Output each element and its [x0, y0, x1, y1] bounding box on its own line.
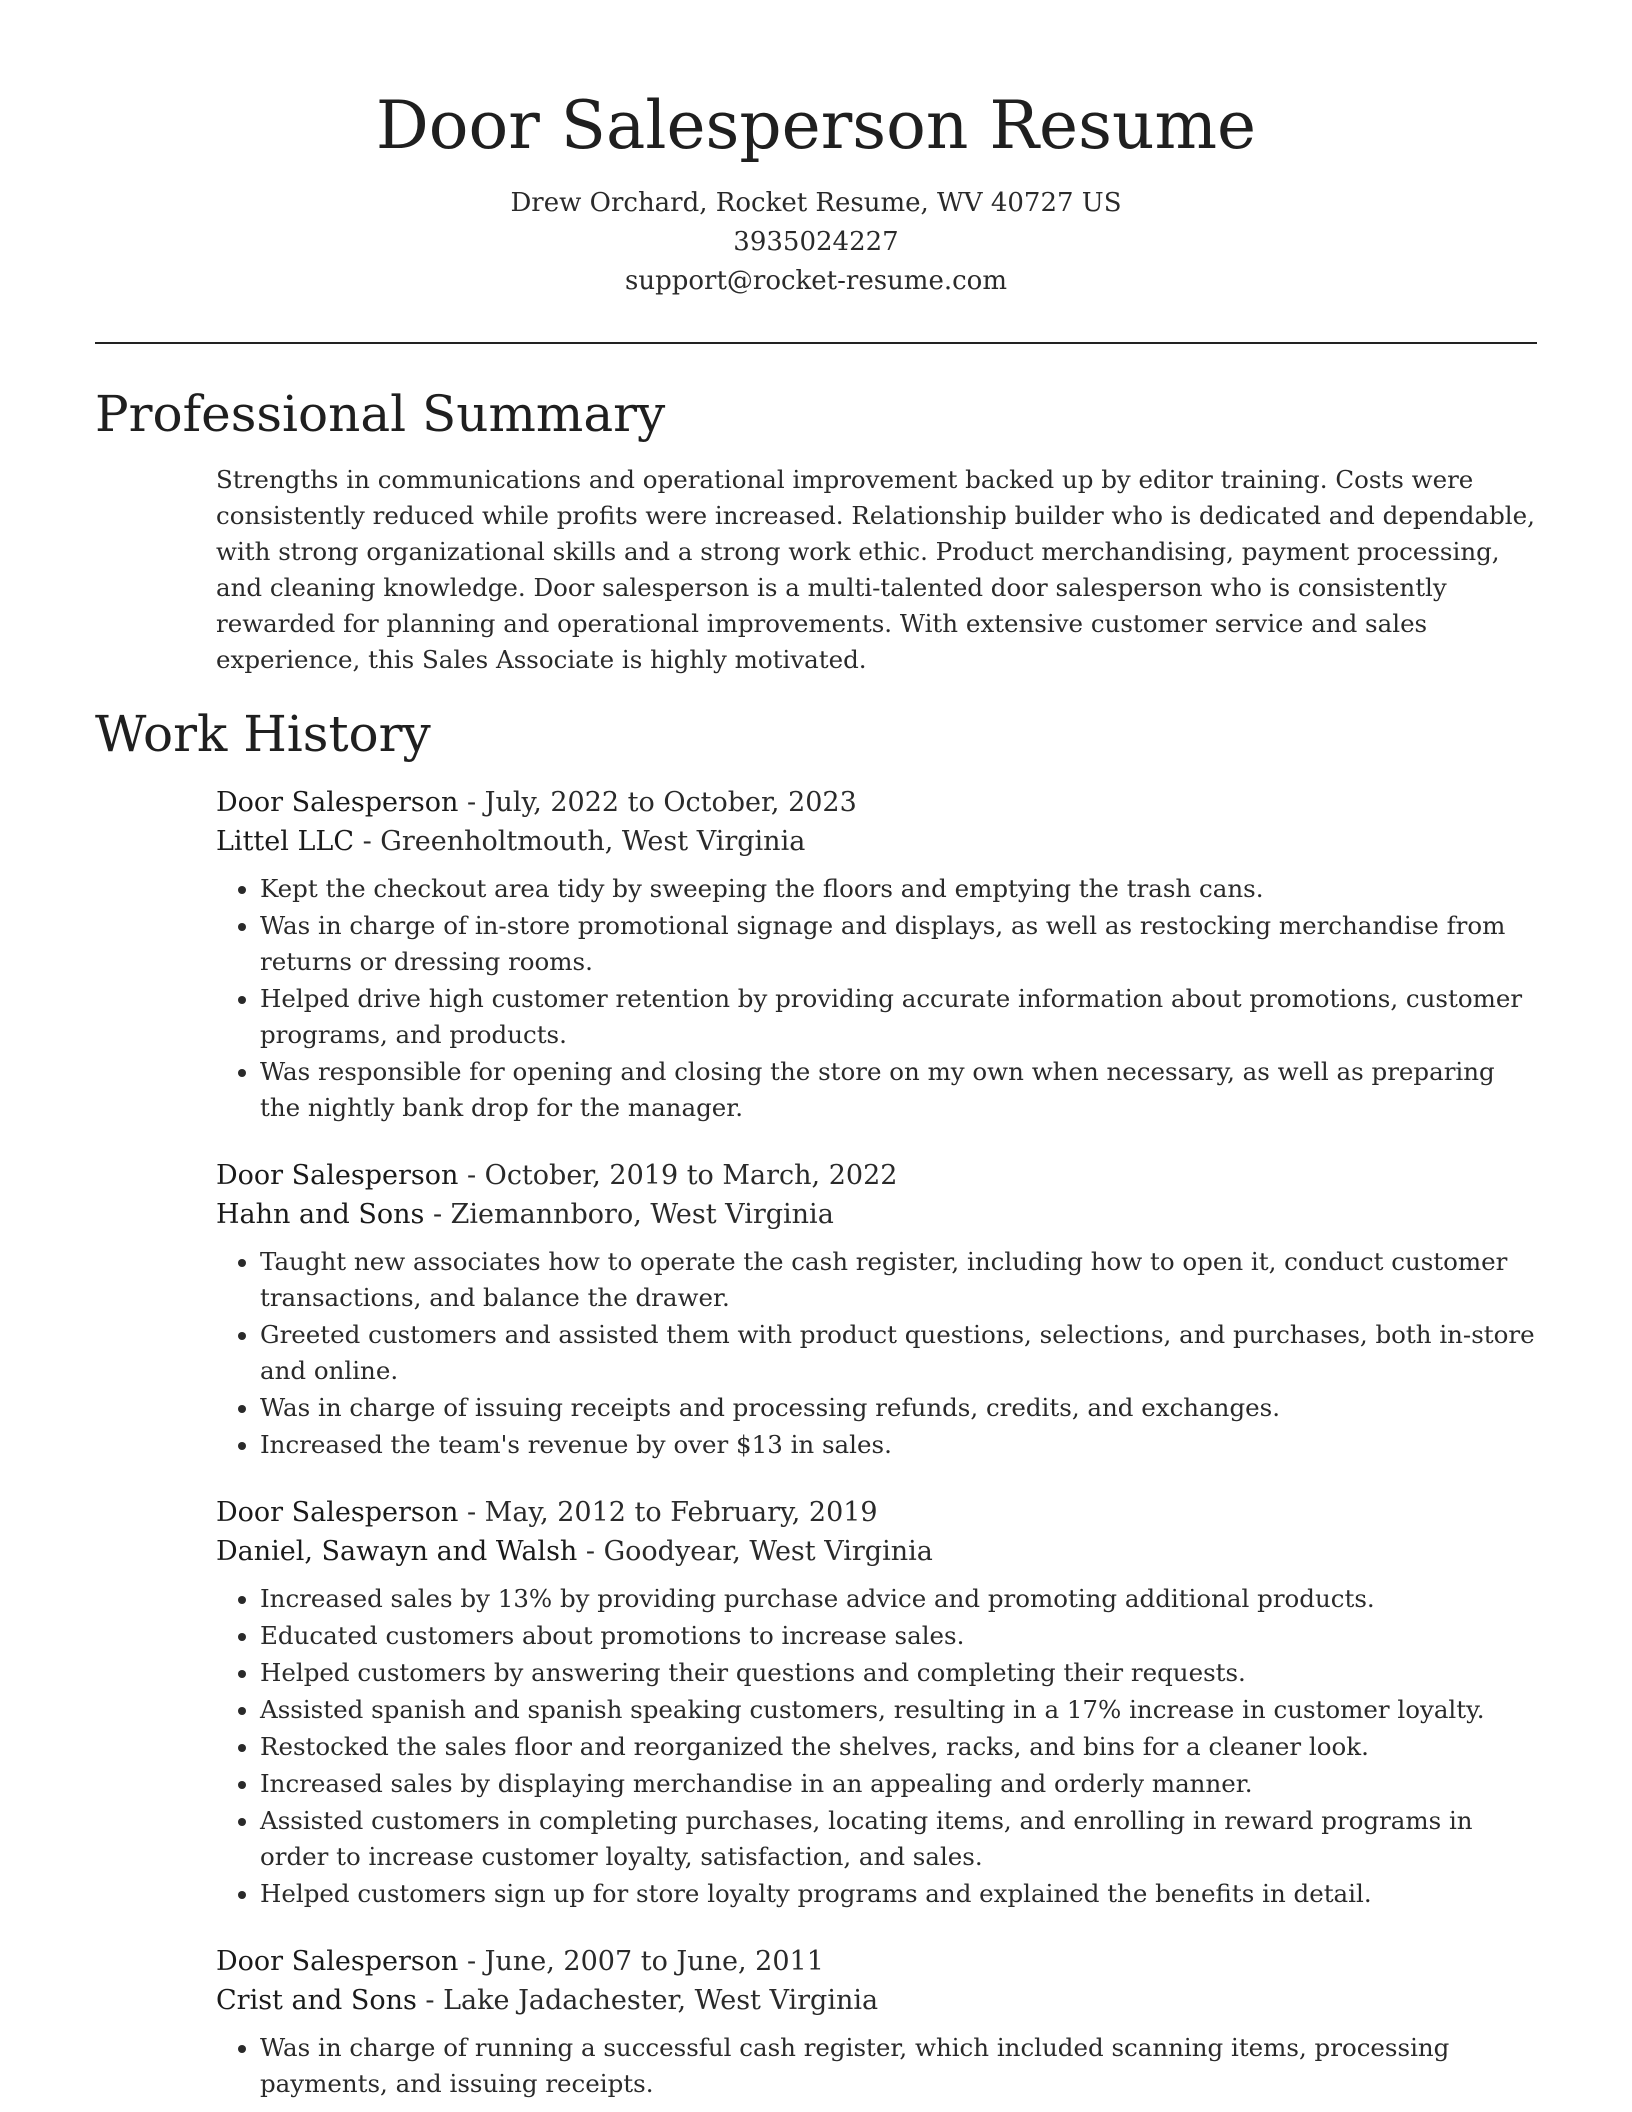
job-location: - Goodyear, West Virginia [577, 1536, 933, 1567]
contact-address: Drew Orchard, Rocket Resume, WV 40727 US [510, 188, 1122, 218]
job-bullets [216, 1581, 1541, 1912]
job-bullet: • Restocked the sales floor and reorganized the shelves, racks, and bins for a cleaner look. [260, 1729, 1541, 1765]
job-bullet: • Assisted spanish and spanish speaking customers, resulting in a 17% increase in customer loyalty. [260, 1692, 1541, 1728]
job-company-line [216, 1981, 1541, 2020]
contact-block [0, 184, 1632, 301]
job-title: Door Salesperson [216, 787, 459, 818]
job-entry [216, 1493, 1541, 1912]
job-dates: - June, 2007 to June, 2011 [458, 1946, 824, 1977]
job-bullet: • Increased sales by 13% by providing purchase advice and promoting additional products. [260, 1581, 1541, 1617]
resume-header [0, 0, 1632, 301]
contact-phone: 3935024227 [733, 227, 899, 257]
job-company: Daniel, Sawayn and Walsh [216, 1536, 578, 1567]
job-entry [216, 1942, 1541, 2102]
job-bullet: • Taught new associates how to operate the cash register, including how to open it, conduct customer transactions, and balance the drawer. [260, 1244, 1541, 1316]
header-divider [95, 342, 1537, 344]
page-title: Door Salesperson Resume [375, 87, 1257, 164]
job-company-line [216, 1532, 1541, 1571]
job-dates: - October, 2019 to March, 2022 [458, 1160, 898, 1191]
job-bullets [216, 2030, 1541, 2102]
job-title: Door Salesperson [216, 1160, 459, 1191]
job-bullet: • Increased sales by displaying merchandise in an appealing and orderly manner. [260, 1766, 1541, 1802]
job-company-line [216, 1195, 1541, 1234]
contact-email: support@rocket-resume.com [624, 266, 1007, 296]
job-bullet: • Assisted customers in completing purchases, locating items, and enrolling in reward programs in order to increase customer loyalty, satisfaction, and sales. [260, 1803, 1541, 1875]
work-history-list [216, 783, 1541, 2112]
job-company-line [216, 822, 1541, 861]
job-bullet: • Helped customers sign up for store loyalty programs and explained the benefits in detail. [260, 1876, 1541, 1912]
job-company: Hahn and Sons [216, 1199, 425, 1230]
job-title-line [216, 1942, 1541, 1981]
job-bullet: • Was responsible for opening and closing the store on my own when necessary, as well as preparing the nightly bank drop for the manager. [260, 1054, 1541, 1126]
job-location: - Lake Jadachester, West Virginia [416, 1985, 879, 2016]
job-entry [216, 783, 1541, 1126]
job-title-line [216, 783, 1541, 822]
job-bullets [216, 1244, 1541, 1463]
job-title-line [216, 1493, 1541, 1532]
job-bullet: • Was in charge of in-store promotional signage and displays, as well as restocking merchandise from returns or dressing rooms. [260, 908, 1541, 980]
job-bullet: • Greeted customers and assisted them with product questions, selections, and purchases, both in-store and online. [260, 1317, 1541, 1389]
job-bullet: • Increased the team's revenue by over $13 in sales. [260, 1427, 1541, 1463]
job-location: - Ziemannboro, West Virginia [424, 1199, 834, 1230]
work-history-heading: Work History [95, 705, 431, 763]
job-location: - Greenholtmouth, West Virginia [353, 826, 806, 857]
job-company: Crist and Sons [216, 1985, 417, 2016]
job-title: Door Salesperson [216, 1497, 459, 1528]
job-bullet: • Was in charge of running a successful cash register, which included scanning items, processing payments, and issuing receipts. [260, 2030, 1541, 2102]
job-bullet: • Helped customers by answering their questions and completing their requests. [260, 1655, 1541, 1691]
job-dates: - May, 2012 to February, 2019 [458, 1497, 878, 1528]
job-title-line [216, 1156, 1541, 1195]
summary-heading: Professional Summary [95, 385, 666, 443]
job-bullet: • Educated customers about promotions to increase sales. [260, 1618, 1541, 1654]
job-title: Door Salesperson [216, 1946, 459, 1977]
job-bullets [216, 871, 1541, 1126]
job-bullet: • Was in charge of issuing receipts and processing refunds, credits, and exchanges. [260, 1390, 1541, 1426]
job-dates: - July, 2022 to October, 2023 [458, 787, 857, 818]
job-bullet: • Helped drive high customer retention by providing accurate information about promotions, customer programs, and products. [260, 981, 1541, 1053]
job-company: Littel LLC [216, 826, 354, 857]
job-entry [216, 1156, 1541, 1463]
summary-paragraph: Strengths in communications and operational improvement backed up by editor training. Costs were consistently reduced while profits were increased. Relationship builder who is dedicated and dependable, with strong organizational skills and a strong work ethic. Product merchandising, payment processing, and cleaning knowledge. Door salesperson is a multi-talented door salesperson who is consistently rewarded for planning and operational improvements. With extensive customer service and sales experience, this Sales Associate is highly motivated. [216, 465, 1535, 674]
job-bullet: • Kept the checkout area tidy by sweeping the floors and emptying the trash cans. [260, 871, 1541, 907]
